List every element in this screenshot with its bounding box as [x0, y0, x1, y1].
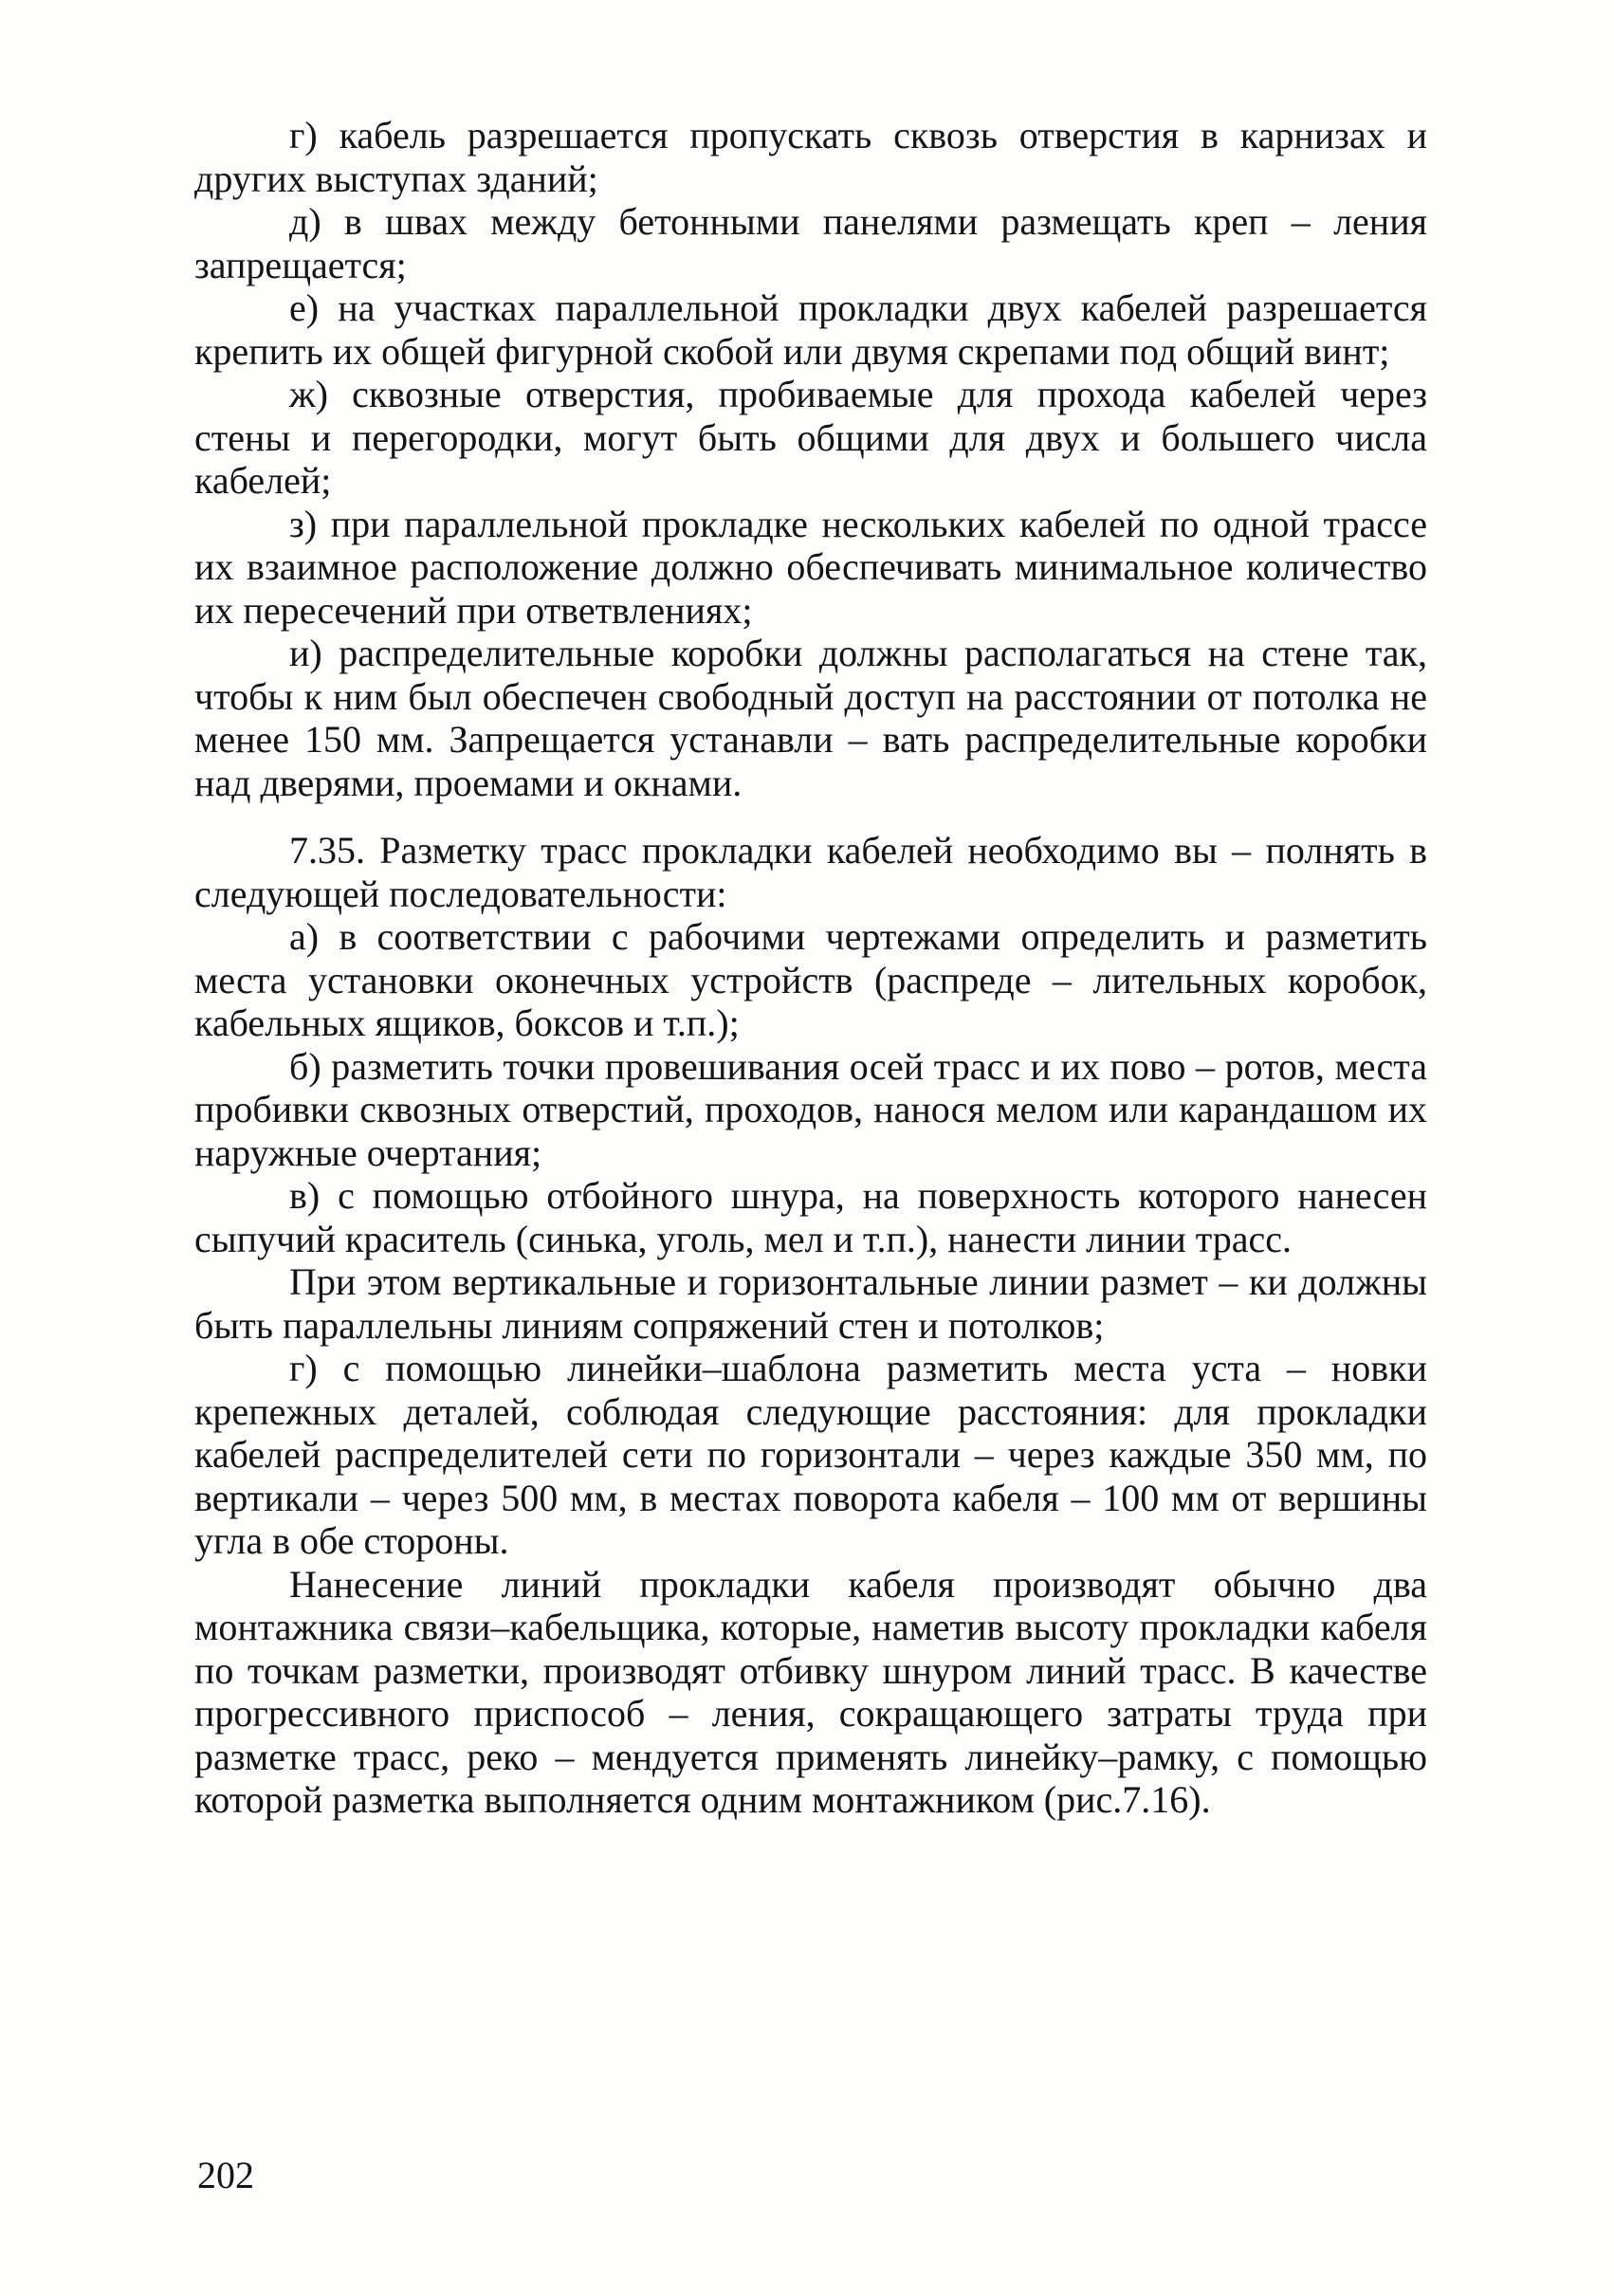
body-text	[194, 114, 1427, 1822]
paragraph-note-lines: При этом вертикальные и горизонтальные линии размет – ки должны быть параллельны линиям сопряжений стен и потолков;	[194, 1260, 1427, 1347]
paragraph-item-z: з) при параллельной прокладке нескольких кабелей по одной трассе их взаимное расположение должно обеспечивать минимальное количество их пересечений при ответвлениях;	[194, 502, 1427, 632]
paragraph-item-i: и) распределительные коробки должны располагаться на стене так, чтобы к ним был обеспечен свободный доступ на расстоянии от потолка не менее 150 мм. Запрещается устанавли – вать распределительные коробки над дверями, проемами и окнами.	[194, 632, 1427, 804]
page-number: 202	[197, 2154, 254, 2196]
paragraph-step-v: в) с помощью отбойного шнура, на поверхность которого нанесен сыпучий краситель (синька, уголь, мел и т.п.), нанести линии трасс.	[194, 1174, 1427, 1260]
paragraph-item-g: г) кабель разрешается пропускать сквозь отверстия в карнизах и других выступах зданий;	[194, 114, 1427, 200]
paragraph-item-e: е) на участках параллельной прокладки двух кабелей разрешается крепить их общей фигурной скобой или двумя скрепами под общий винт;	[194, 286, 1427, 373]
paragraph-item-zh: ж) сквозные отверстия, пробиваемые для прохода кабелей через стены и перегородки, могут быть общими для двух и большего числа кабелей;	[194, 373, 1427, 502]
paragraph-step-g: г) с помощью линейки–шаблона разметить места уста – новки крепежных деталей, соблюдая следующие расстояния: для прокладки кабелей распределителей сети по горизонтали – через каждые 350 мм, по вертикали – через 500 мм, в местах поворота кабеля – 100 мм от вершины угла в обе стороны.	[194, 1347, 1427, 1562]
paragraph-step-b: б) разметить точки провешивания осей трасс и их пово – ротов, места пробивки сквозных отверстий, проходов, нанося мелом или карандашом их наружные очертания;	[194, 1044, 1427, 1174]
paragraph-step-a: а) в соответствии с рабочими чертежами определить и разметить места установки оконечных устройств (распреде – лительных коробок, кабельных ящиков, боксов и т.п.);	[194, 915, 1427, 1044]
paragraph-section-7-35: 7.35. Разметку трасс прокладки кабелей необходимо вы – полнять в следующей последовательности:	[194, 829, 1427, 915]
paragraph-marking-method: Нанесение линий прокладки кабеля производят обычно два монтажника связи–кабельщика, которые, наметив высоту прокладки кабеля по точкам разметки, производят отбивку шнуром линий трасс. В качестве прогрессивного приспособ – ления, сокращающего затраты труда при разметке трасс, реко – мендуется применять линейку–рамку, с помощью которой разметка выполняется одним монтажником (рис.7.16).	[194, 1562, 1427, 1821]
paragraph-item-d: д) в швах между бетонными панелями размещать креп – ления запрещается;	[194, 200, 1427, 286]
